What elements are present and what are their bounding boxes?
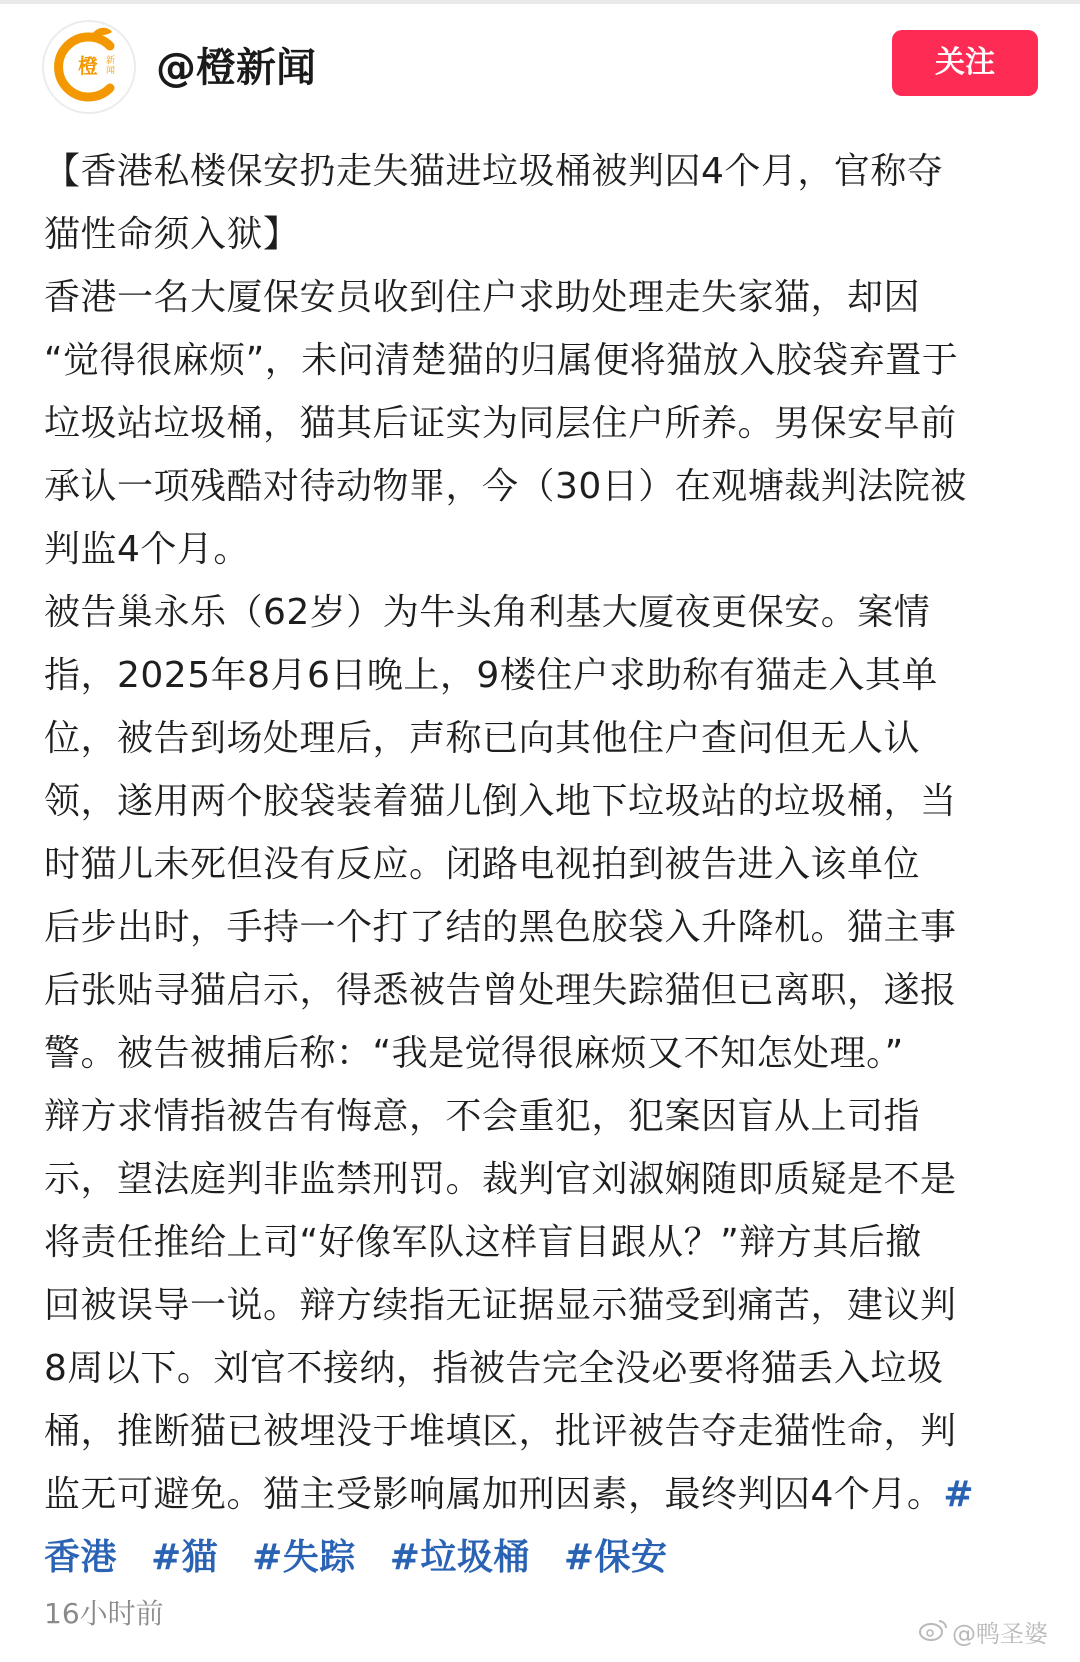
hashtag-cat[interactable]: #猫	[150, 1537, 219, 1578]
hashtag-symbol[interactable]: #	[943, 1474, 975, 1515]
hashtag-missing[interactable]: #失踪	[252, 1537, 356, 1578]
text-line: “觉得很麻烦”，未问清楚猫的归属便将猫放入胶袋弃置于	[44, 340, 959, 381]
post-header	[0, 0, 1080, 130]
text-line: 示，望法庭判非监禁刑罚。裁判官刘淑娴随即质疑是不是	[44, 1159, 957, 1200]
post-timestamp: 16小时前	[44, 1597, 164, 1630]
hashtag-row	[44, 1526, 1044, 1589]
text-line: 判监4个月。	[44, 529, 250, 570]
avatar-main-char: 橙	[78, 54, 98, 78]
hashtag-hong-kong[interactable]: 香港	[44, 1537, 118, 1578]
text-line: 位，被告到场处理后，声称已向其他住户查问但无人认	[44, 718, 921, 759]
post-body	[44, 140, 1044, 1589]
text-line: 8周以下。刘官不接纳，指被告完全没必要将猫丢入垃圾	[44, 1348, 944, 1389]
follow-button[interactable]: 关注	[892, 30, 1038, 96]
text-line: 垃圾站垃圾桶，猫其后证实为同层住户所养。男保安早前	[44, 403, 957, 444]
account-name[interactable]: @橙新闻	[156, 45, 316, 91]
text-line: 警。被告被捕后称：“我是觉得很麻烦又不知怎处理。”	[44, 1033, 904, 1074]
weibo-logo-icon	[918, 1618, 948, 1642]
text-line: 猫性命须入狱】	[44, 214, 300, 255]
avatar-small-text: 新闻	[106, 56, 116, 76]
text-line: 后步出时，手持一个打了结的黑色胶袋入升降机。猫主事	[44, 907, 957, 948]
text-line: 将责任推给上司“好像军队这样盲目跟从？”辩方其后撤	[44, 1222, 922, 1263]
text-line: 桶，推断猫已被埋没于堆填区，批评被告夺走猫性命，判	[44, 1411, 957, 1452]
text-line: 回被误导一说。辩方续指无证据显示猫受到痛苦，建议判	[44, 1285, 957, 1326]
text-line: 香港一名大厦保安员收到住户求助处理走失家猫，却因	[44, 277, 921, 318]
text-line: 指，2025年8月6日晚上，9楼住户求助称有猫走入其单	[44, 655, 938, 696]
watermark-text: @鸭圣婆	[952, 1620, 1048, 1648]
text-line: 后张贴寻猫启示，得悉被告曾处理失踪猫但已离职，遂报	[44, 970, 957, 1011]
text-line-with-hashtag	[44, 1463, 1044, 1526]
text-line: 承认一项残酷对待动物罪，今（30日）在观塘裁判法院被	[44, 466, 967, 507]
text-line: 领，遂用两个胶袋装着猫儿倒入地下垃圾站的垃圾桶，当	[44, 781, 957, 822]
hashtag-security-guard[interactable]: #保安	[563, 1537, 668, 1578]
text-line: 【香港私楼保安扔走失猫进垃圾桶被判囚4个月，官称夺	[44, 151, 944, 192]
text-line: 被告巢永乐（62岁）为牛头角利基大厦夜更保安。案情	[44, 592, 931, 633]
watermark	[918, 1614, 1048, 1649]
avatar[interactable]	[42, 20, 136, 114]
text-line: 辩方求情指被告有悔意，不会重犯，犯案因盲从上司指	[44, 1096, 921, 1137]
text-line: 时猫儿未死但没有反应。闭路电视拍到被告进入该单位	[44, 844, 921, 885]
text-segment: 监无可避免。猫主受影响属加刑因素，最终判囚4个月。	[44, 1474, 944, 1515]
hashtag-trash-bin[interactable]: #垃圾桶	[389, 1537, 530, 1578]
